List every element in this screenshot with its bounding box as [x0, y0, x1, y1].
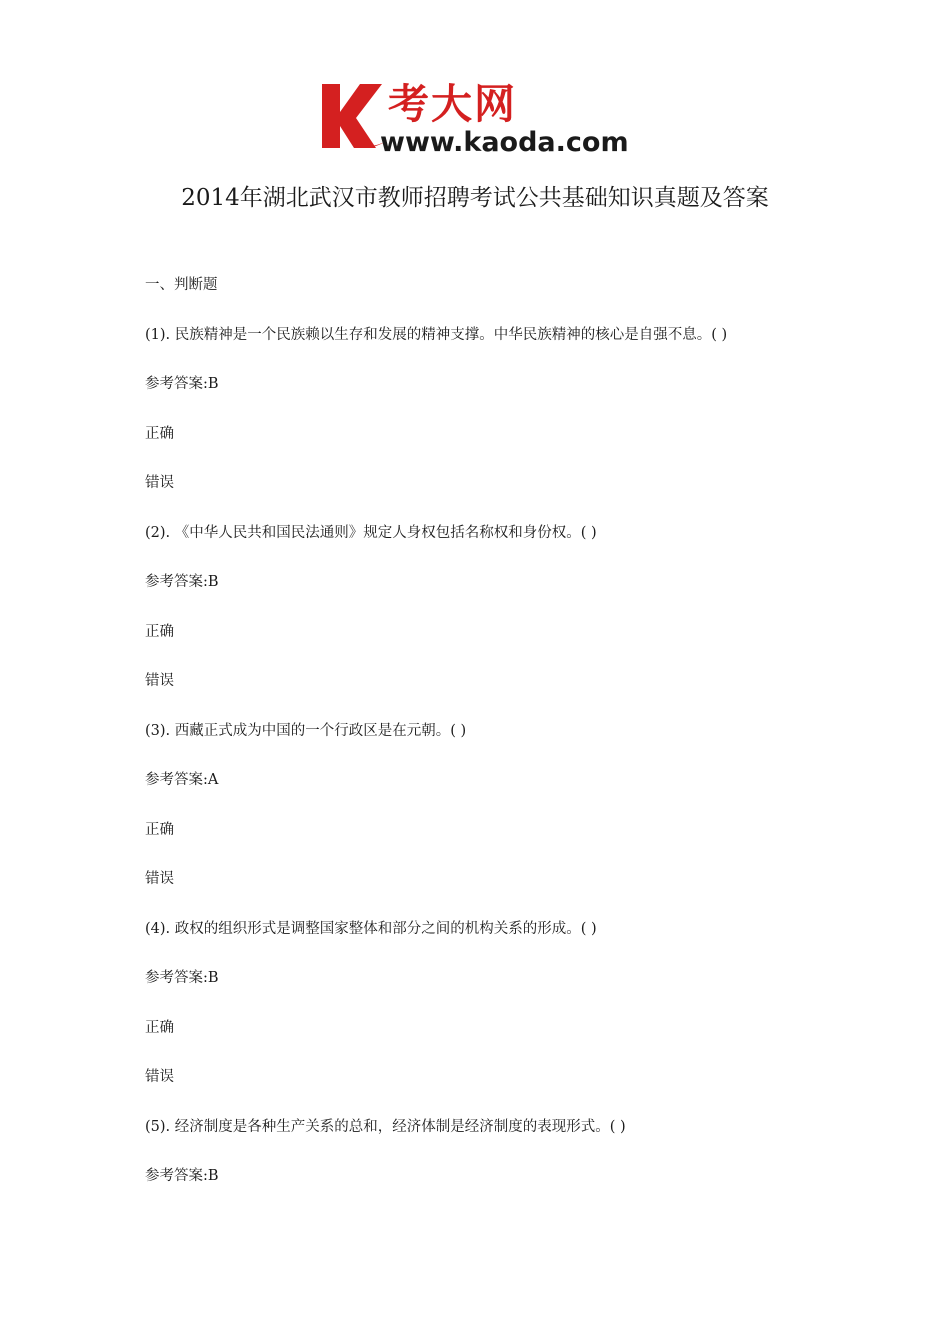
question-3-option-true: 正确: [145, 821, 174, 838]
question-1-option-true: 正确: [145, 425, 174, 442]
document-body: [145, 273, 825, 1214]
question-5-text: (5). 经济制度是各种生产关系的总和，经济体制是经济制度的表现形式。( ): [145, 1118, 626, 1135]
logo-url-text: www.kaoda.com: [380, 127, 629, 158]
logo-brand-text: 考大网: [388, 80, 517, 128]
question-1-answer: 参考答案:B: [145, 376, 219, 392]
question-5-answer: 参考答案:B: [145, 1168, 219, 1184]
kaoda-logo: [318, 78, 640, 160]
section-heading: 一、判断题: [145, 277, 218, 293]
question-4-option-false: 错误: [145, 1069, 174, 1085]
question-4-answer: 参考答案:B: [145, 970, 219, 986]
question-3-option-false: 错误: [145, 871, 174, 887]
question-1-text: (1). 民族精神是一个民族赖以生存和发展的精神支撑。中华民族精神的核心是自强不息。( ): [145, 326, 728, 343]
document-title: 2014年湖北武汉市教师招聘考试公共基础知识真题及答案: [181, 185, 769, 211]
question-4-text: (4). 政权的组织形式是调整国家整体和部分之间的机构关系的形成。( ): [145, 920, 597, 937]
question-2-option-false: 错误: [145, 673, 174, 689]
question-2-answer: 参考答案:B: [145, 574, 219, 590]
question-3-text: (3). 西藏正式成为中国的一个行政区是在元朝。( ): [145, 722, 467, 739]
question-4-option-true: 正确: [145, 1019, 174, 1036]
question-1-option-false: 错误: [145, 475, 174, 491]
question-3-answer: 参考答案:A: [145, 772, 219, 788]
question-2-option-true: 正确: [145, 623, 174, 640]
question-2-text: (2). 《中华人民共和国民法通则》规定人身权包括名称权和身份权。( ): [145, 524, 597, 541]
